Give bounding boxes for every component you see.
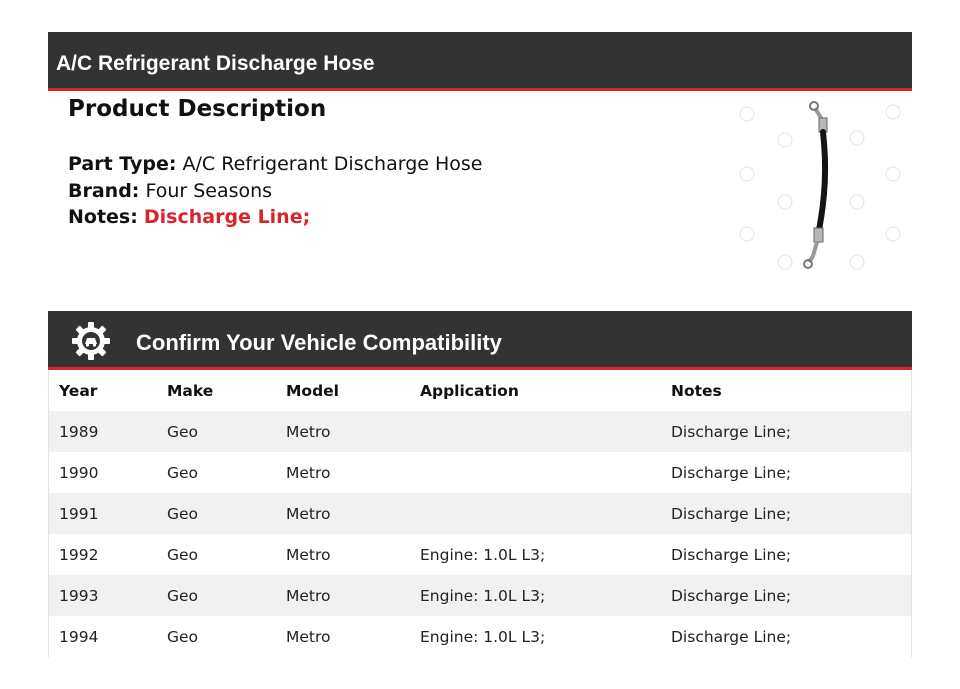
column-header-year: Year: [59, 381, 98, 400]
cell-make: Geo: [167, 586, 199, 605]
notes-line: [68, 204, 483, 231]
cell-model: Metro: [286, 463, 331, 482]
column-header-model: Model: [286, 381, 339, 400]
cell-year: 1990: [59, 463, 99, 482]
column-header-make: Make: [167, 381, 214, 400]
table-row: [49, 534, 911, 575]
brand-label: Brand:: [68, 179, 140, 202]
cell-application: [410, 452, 661, 493]
cell-application: Engine: 1.0L L3;: [420, 627, 546, 646]
cell-model: Metro: [286, 422, 331, 441]
cell-year: 1994: [59, 627, 99, 646]
description-details: [68, 151, 483, 231]
compatibility-table: [48, 370, 912, 657]
cell-year: 1992: [59, 545, 99, 564]
cell-make: Geo: [167, 504, 199, 523]
cell-model: Metro: [286, 504, 331, 523]
notes-value: Discharge Line;: [143, 206, 311, 228]
cell-application: [410, 411, 661, 452]
cell-notes: Discharge Line;: [671, 422, 792, 441]
cell-year: 1989: [59, 422, 99, 441]
part-type-label: Part Type:: [68, 153, 177, 175]
cell-application: Engine: 1.0L L3;: [420, 586, 546, 605]
notes-label: Notes:: [68, 206, 138, 228]
compatibility-banner: [48, 311, 912, 370]
table-row: [49, 575, 911, 616]
cell-make: Geo: [167, 545, 199, 564]
cell-make: Geo: [167, 627, 199, 646]
gear-car-icon: [70, 320, 112, 362]
column-header-application: Application: [420, 381, 519, 400]
column-header-notes: Notes: [671, 381, 722, 400]
description-heading: Product Description: [68, 96, 327, 122]
cell-model: Metro: [286, 627, 331, 646]
cell-application: [410, 493, 661, 534]
cell-notes: Discharge Line;: [671, 627, 792, 646]
title-banner: [48, 32, 912, 91]
part-type-value: A/C Refrigerant Discharge Hose: [182, 153, 483, 175]
table-header-row: [49, 370, 911, 411]
brand-line: [68, 178, 483, 205]
cell-notes: Discharge Line;: [671, 504, 792, 523]
cell-model: Metro: [286, 586, 331, 605]
cell-year: 1993: [59, 586, 99, 605]
cell-application: Engine: 1.0L L3;: [420, 545, 546, 564]
table-row: [49, 616, 911, 657]
table-row: [49, 493, 911, 534]
cell-notes: Discharge Line;: [671, 586, 792, 605]
cell-notes: Discharge Line;: [671, 463, 792, 482]
cell-year: 1991: [59, 504, 99, 523]
cell-model: Metro: [286, 545, 331, 564]
brand-value: Four Seasons: [145, 179, 273, 202]
compatibility-title: Confirm Your Vehicle Compatibility: [136, 330, 502, 355]
part-type-line: [68, 151, 483, 178]
product-title: A/C Refrigerant Discharge Hose: [56, 52, 375, 75]
table-row: [49, 411, 911, 452]
cell-notes: Discharge Line;: [671, 545, 792, 564]
product-image: [735, 98, 905, 276]
table-row: [49, 452, 911, 493]
cell-make: Geo: [167, 422, 199, 441]
cell-make: Geo: [167, 463, 199, 482]
